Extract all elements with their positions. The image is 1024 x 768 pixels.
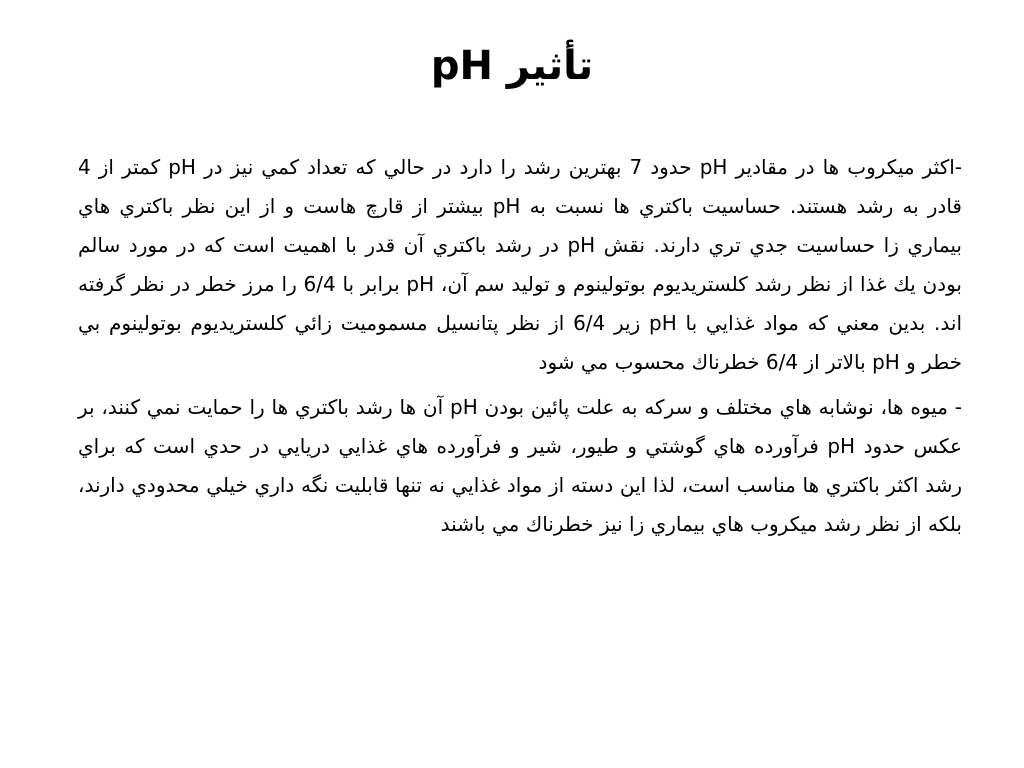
paragraph-food-types: - ميوه ها، نوشابه هاي مختلف و سركه به علت پائين بودن pH آن ها رشد باكتري ها را حمايت نمي كنند، بر عكس حدود pH فرآورده هاي گوشتي و طيور، شير و فرآورده هاي غذايي دريايي در حدي است كه براي رشد اكثر باكتري ها مناسب است، لذا اين دسته از مواد غذايي نه تنها قابليت نگه داري خيلي محدودي دارند، بلكه از نظر رشد ميكروب هاي بيماري زا نيز خطرناك مي باشند bbox=[78, 395, 962, 536]
slide-title: تأثير pH bbox=[430, 43, 594, 89]
paragraph-ph-growth: -اكثر ميكروب ها در مقادير pH حدود 7 بهترين رشد را دارد در حالي كه تعداد كمي نيز در pH كمتر از 4 قادر به رشد هستند. حساسيت باكتري ها نسبت به pH بيشتر از قارچ هاست و از اين نظر باكتري هاي بيماري زا حساسيت جدي تري دارند. نقش pH در رشد باكتري آن قدر با اهميت است كه در مورد سالم بودن يك غذا از نظر رشد كلستريديوم بوتولينوم و توليد سم آن، pH برابر با 6/4 را مرز خطر در نظر گرفته اند. بدين معني كه مواد غذايي با pH زير 6/4 از نظر پتانسيل مسموميت زائي كلستريديوم بوتولينوم بي خطر و pH بالاتر از 6/4 خطرناك محسوب مي شود bbox=[78, 155, 963, 374]
slide-body bbox=[78, 148, 962, 550]
